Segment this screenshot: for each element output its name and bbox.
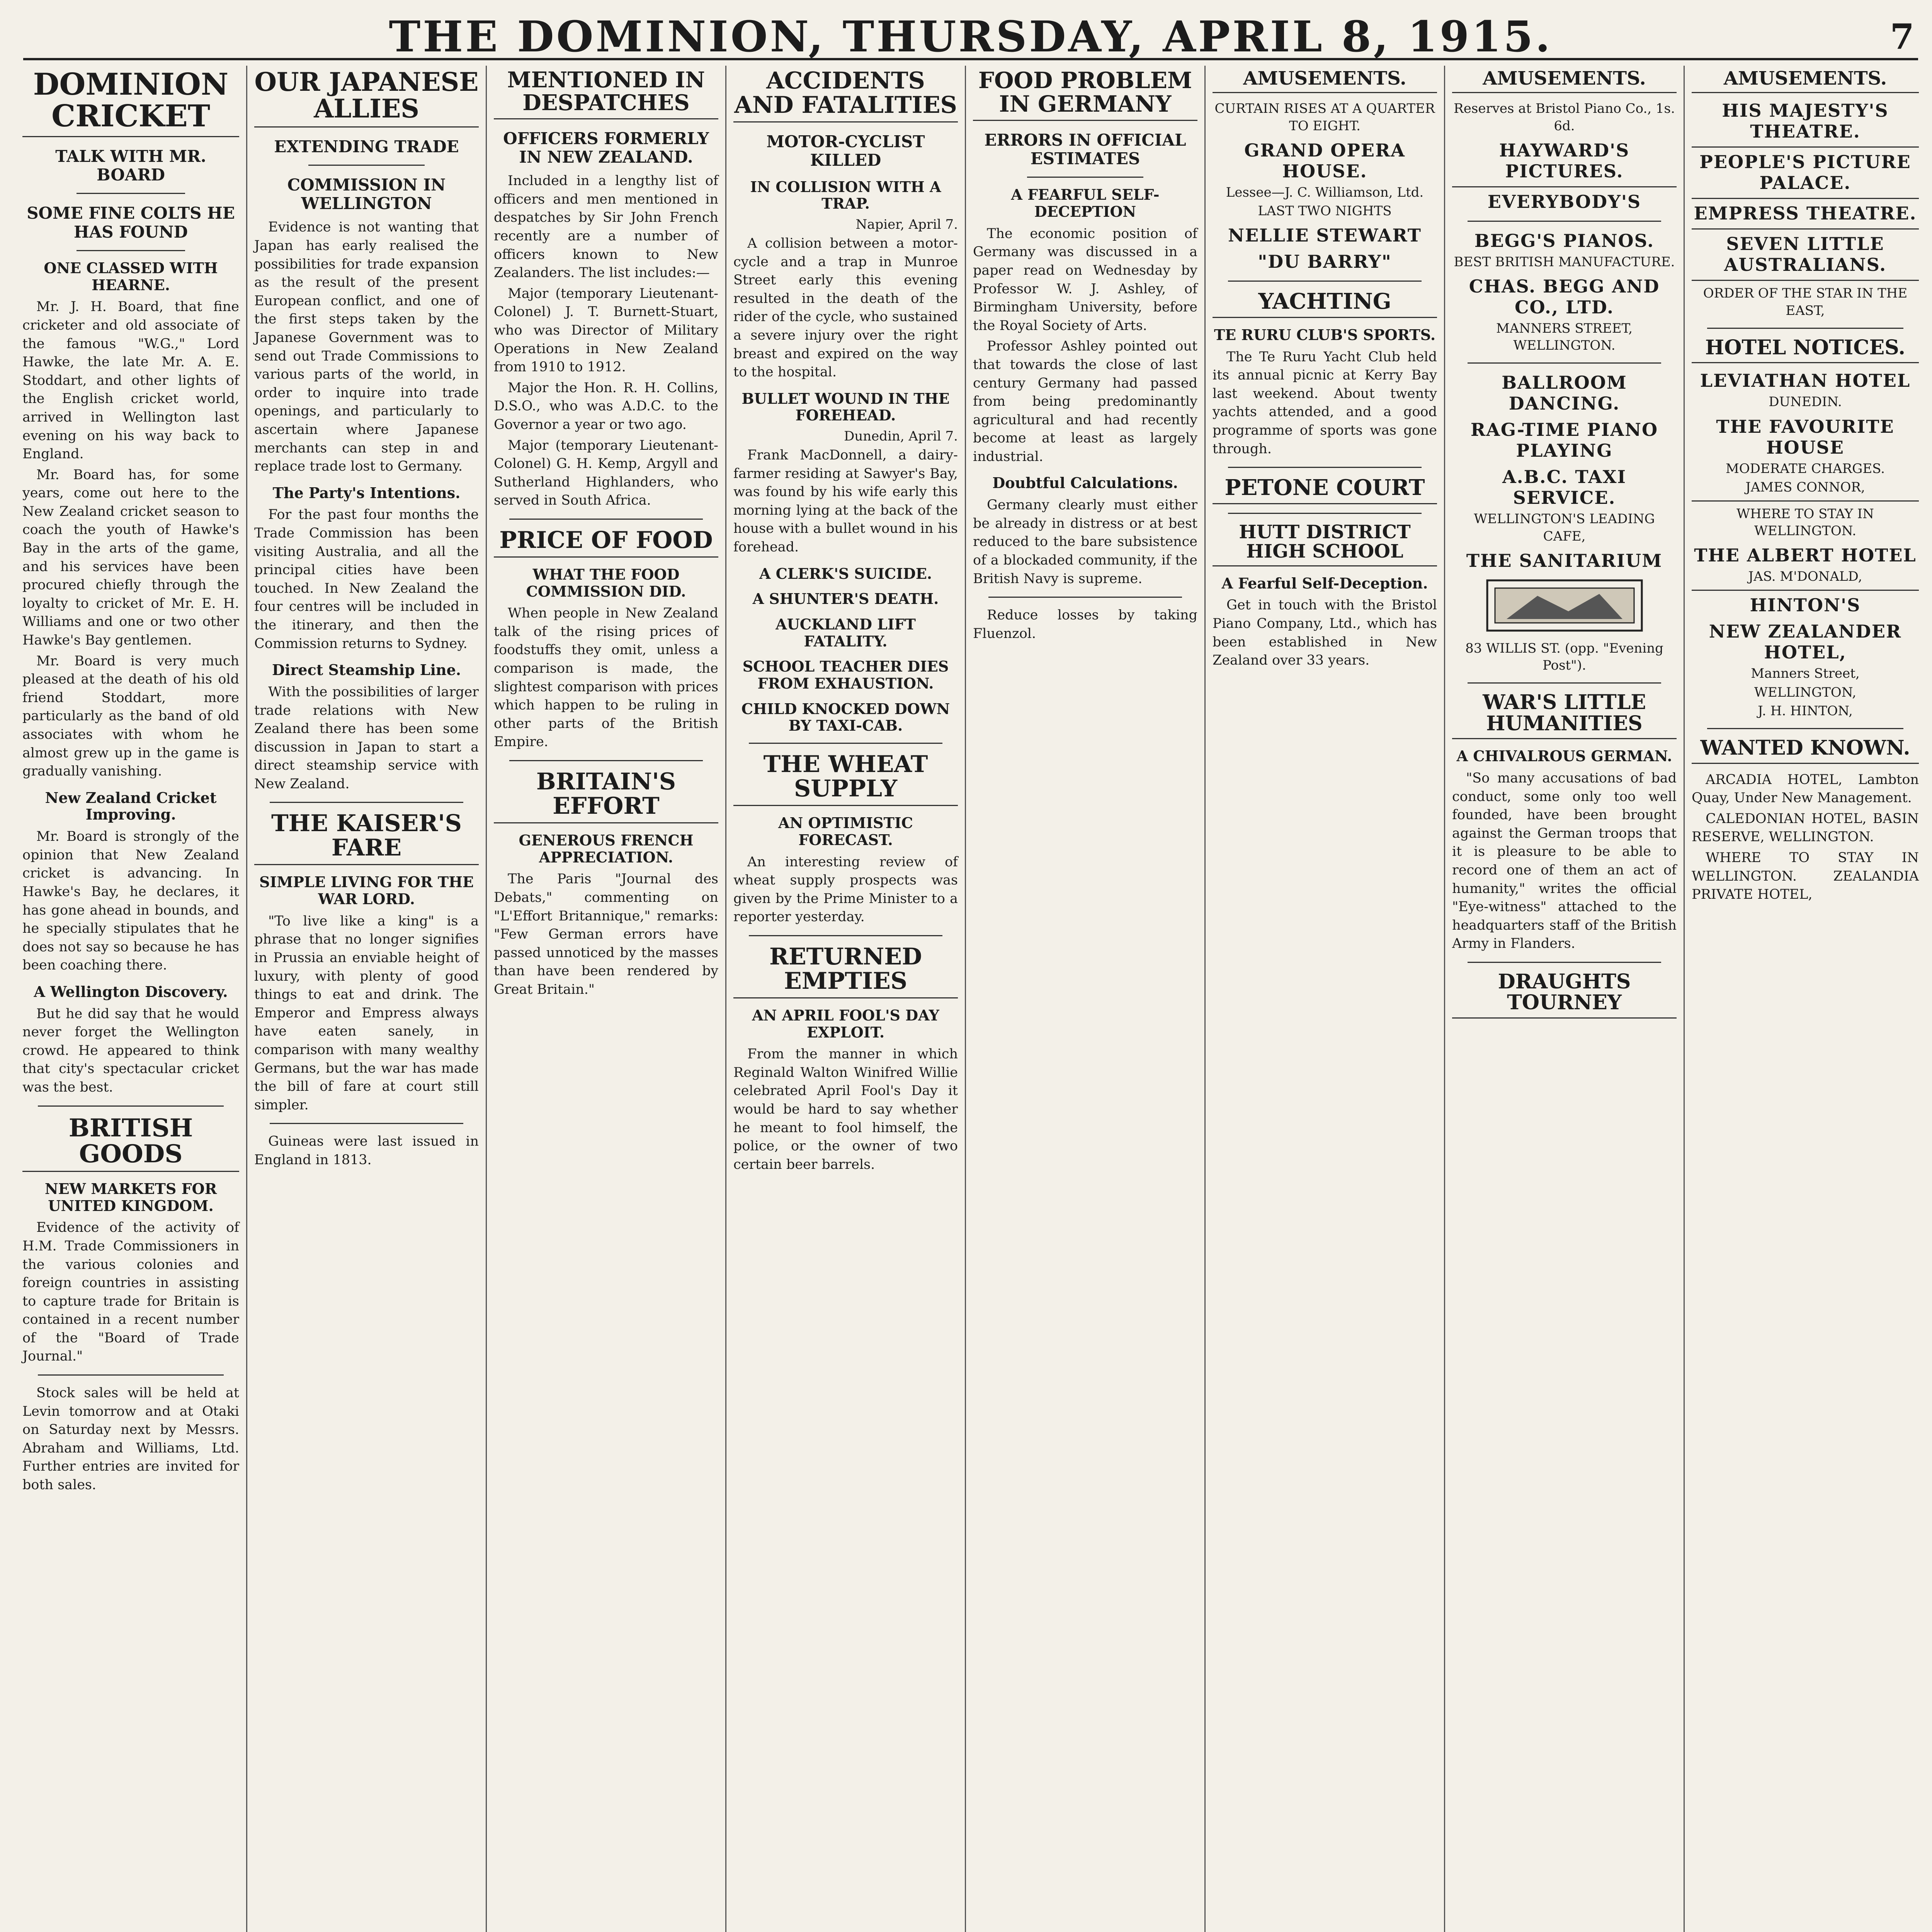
ad-heading: NELLIE STEWART: [1228, 225, 1422, 246]
ad-line: JAMES CONNOR,: [1745, 479, 1865, 495]
subhead: New Zealand Cricket Improving.: [45, 789, 217, 823]
subhead: The Party's Intentions.: [272, 484, 461, 502]
subhead: A CLERK'S SUICIDE.: [759, 565, 932, 582]
divider: [1468, 682, 1661, 684]
article-paragraph: An interesting review of wheat supply prospects was given by the Prime Minister to a reporter yesterday.: [733, 854, 958, 925]
article-paragraph: From the manner in which Reginald Walton Winifred Willie celebrated April Fool's Day it would be hard to say whether he meant to fool himself, the police, or the owner of two certain beer barrels.: [733, 1046, 958, 1172]
ad-line: 83 WILLIS ST. (opp. "Evening Post").: [1465, 640, 1663, 673]
divider: [77, 250, 185, 251]
ad-line: MANNERS STREET, WELLINGTON.: [1496, 320, 1633, 354]
divider: [1228, 513, 1422, 514]
subhead: NEW MARKETS FOR UNITED KINGDOM.: [44, 1180, 217, 1214]
ad-heading: THE ALBERT HOTEL: [1694, 545, 1917, 566]
article-paragraph: "So many accusations of bad conduct, some only too well founded, have been brought against the German troops that it is pleasure to be able to record one of them an act of humanity," writes the official "Eye-witness" attached to the headquarters staff of the British Army in Flanders.: [1452, 770, 1677, 952]
ad-line: J. H. HINTON,: [1758, 703, 1853, 719]
divider: [1468, 962, 1661, 963]
subhead: OFFICERS FORMERLY IN NEW ZEALAND.: [503, 129, 709, 167]
article-paragraph: Major (temporary Lieutenant-Colonel) G. H. Kemp, Argyll and Sutherland Highlanders, who served in South Africa.: [494, 437, 718, 509]
article-paragraph: The Paris "Journal des Debats," commenting on "L'Effort Britannique," remarks: "Few German errors have passed unnoticed by the masses than have been rendered by Great Britain.": [494, 871, 718, 997]
subhead: ERRORS IN OFFICIAL ESTIMATES: [984, 130, 1186, 168]
ad-heading: GRAND OPERA HOUSE.: [1244, 139, 1405, 182]
divider: [270, 1123, 463, 1124]
article-paragraph: Mr. Board is strongly of the opinion that New Zealand cricket is advancing. In Hawke's Bay, he declares, it has gone ahead in bounds, and he specially stipulates that he does not say so because he has been coaching there.: [22, 829, 239, 973]
ad-line: BEST BRITISH MANUFACTURE.: [1454, 254, 1675, 270]
divider: [749, 743, 942, 744]
divider: [1027, 177, 1143, 178]
divider: [509, 519, 703, 520]
ad-paragraph: ARCADIA HOTEL, Lambton Quay, Under New Management.: [1692, 772, 1919, 806]
ad-heading: THE FAVOURITE HOUSE: [1716, 416, 1895, 458]
headline-hotel-notices: HOTEL NOTICES.: [1692, 337, 1919, 364]
headline-japanese-allies: OUR JAPANESE ALLIES: [254, 69, 479, 128]
subhead: TALK WITH MR. BOARD: [55, 146, 206, 185]
subhead: Doubtful Calculations.: [992, 474, 1178, 492]
subhead: AN OPTIMISTIC FORECAST.: [778, 814, 913, 849]
ad-heading: BEGG'S PIANOS.: [1474, 230, 1655, 251]
headline-wanted-known: WANTED KNOWN.: [1692, 738, 1919, 764]
ad-heading: NEW ZEALANDER HOTEL,: [1709, 621, 1902, 663]
page-number: 7: [1890, 16, 1914, 57]
article-paragraph: The Te Ruru Yacht Club held its annual picnic at Kerry Bay last weekend. About twenty yachts attended, and a good programme of sports was gone through.: [1213, 349, 1437, 457]
headline-mentioned-in-despatches: MENTIONED IN DESPATCHES: [494, 69, 718, 119]
subhead: EXTENDING TRADE: [274, 137, 459, 156]
article-paragraph: Mr. Board is very much pleased at the death of his old friend Stoddart, more particularly as the band of old associates with whom he almost grew up in the game is gradually vanishing.: [22, 653, 239, 779]
article-paragraph: Major (temporary Lieutenant-Colonel) J. T. Burnett-Stuart, who was Director of Military Operations in New Zealand from 1910 to 1912.: [494, 286, 718, 375]
subhead: SCHOOL TEACHER DIES FROM EXHAUSTION.: [742, 658, 949, 692]
article-paragraph: Reduce losses by taking Fluenzol.: [973, 607, 1197, 641]
divider: [270, 802, 463, 803]
article-paragraph: "To live like a king" is a phrase that no longer signifies in Prussia an enviable height of luxury, with plenty of good things to eat and drink. The Emperor and Empress always have eaten sanely, in comparison with many wealthy Germans, but the war has made the bill of fare at court still simpler.: [254, 913, 479, 1113]
ad-heading: EMPRESS THEATRE.: [1692, 198, 1919, 224]
article-paragraph: With the possibilities of larger trade relations with New Zealand there has been some discussion in Japan to start a direct steamship service with New Zealand.: [254, 684, 479, 792]
headline-amusements: AMUSEMENTS.: [1692, 69, 1919, 93]
divider: [38, 1374, 224, 1376]
headline-accidents-and-fatalities: ACCIDENTS AND FATALITIES: [733, 69, 958, 122]
divider: [38, 1105, 224, 1107]
subhead: Direct Steamship Line.: [272, 661, 461, 679]
column-amusements-3: [1685, 66, 1926, 1932]
divider: [1707, 328, 1903, 329]
article-paragraph: Germany clearly must either be already in distress or at best reduced to the bare subsistence of a blockaded community, if the British Navy is supreme.: [973, 497, 1197, 587]
ad-line: DUNEDIN.: [1769, 394, 1842, 410]
ad-heading: RAG-TIME PIANO PLAYING: [1470, 419, 1658, 461]
headline-wars-little-humanities: WAR'S LITTLE HUMANITIES: [1452, 692, 1677, 739]
ad-line: MODERATE CHARGES.: [1725, 461, 1885, 476]
article-paragraph: Major the Hon. R. H. Collins, D.S.O., who was A.D.C. to the Governor a year or two ago.: [494, 380, 718, 432]
headline-british-goods: BRITISH GOODS: [22, 1115, 239, 1172]
column-amusements-1: [1206, 66, 1445, 1932]
newspaper-title: THE DOMINION, THURSDAY, APRIL 8, 1915.: [389, 12, 1553, 61]
column-accidents: [726, 66, 966, 1932]
subhead: TE RURU CLUB'S SPORTS.: [1214, 326, 1436, 344]
headline-amusements: AMUSEMENTS.: [1213, 69, 1437, 93]
column-japanese-allies: [247, 66, 487, 1932]
headline-hutt-district-high-school: HUTT DISTRICT HIGH SCHOOL: [1213, 522, 1437, 566]
article-paragraph: Frank MacDonnell, a dairy-farmer residing at Sawyer's Bay, was found by his wife early this morning lying at the back of the house with a bullet wound in his forehead.: [733, 447, 958, 555]
article-paragraph: Mr. J. H. Board, that fine cricketer and old associate of the famous "W.G.," Lord Hawke, the late Mr. A. E. Stoddart, and other lights of the English cricket world, arrived in Wellington last evening on his way back to England.: [22, 299, 239, 462]
ad-line: ORDER OF THE STAR IN THE EAST,: [1692, 280, 1919, 319]
divider: [1707, 728, 1903, 729]
ad-line: WHERE TO STAY IN WELLINGTON.: [1692, 500, 1919, 539]
subhead: IN COLLISION WITH A TRAP.: [750, 178, 941, 213]
headline-amusements: AMUSEMENTS.: [1452, 69, 1677, 93]
subhead: AN APRIL FOOL'S DAY EXPLOIT.: [752, 1006, 939, 1041]
article-paragraph: Mr. Board has, for some years, come out here to the New Zealand cricket season to coach the youth of Hawke's Bay in the arts of the game, and his services have been procured chiefly through the loyalty to cricket of Mr. E. H. Williams and one or two other Hawke's Bay gentlemen.: [22, 467, 239, 648]
headline-kaisers-fare: THE KAISER'S FARE: [254, 811, 479, 865]
ad-heading: EVERYBODY'S: [1452, 186, 1677, 212]
divider: [308, 165, 425, 166]
ad-heading: BALLROOM DANCING.: [1502, 372, 1627, 414]
ad-line: Reserves at Bristol Piano Co., 1s. 6d.: [1454, 101, 1675, 134]
column-amusements-2: [1445, 66, 1685, 1932]
subhead: A SHUNTER'S DEATH.: [752, 590, 939, 608]
ad-paragraph: WHERE TO STAY IN WELLINGTON. ZEALANDIA PRIVATE HOTEL,: [1692, 850, 1919, 903]
ad-line: WELLINGTON,: [1754, 684, 1857, 700]
ad-line: Lessee—J. C. Williamson, Ltd.: [1226, 184, 1424, 200]
subhead: GENEROUS FRENCH APPRECIATION.: [519, 832, 694, 866]
dateline: Napier, April 7.: [855, 216, 958, 232]
ad-line: Manners Street,: [1751, 666, 1860, 682]
ad-heading: HAYWARD'S PICTURES.: [1499, 139, 1630, 182]
article-paragraph: The economic position of Germany was discussed in a paper read on Wednesday by Professor W. J. Ashley, of Birmingham University, before the Royal Society of Arts.: [973, 226, 1197, 333]
subhead: A CHIVALROUS GERMAN.: [1456, 747, 1672, 765]
subhead: ONE CLASSED WITH HEARNE.: [44, 259, 218, 294]
subhead: A Wellington Discovery.: [34, 983, 228, 1000]
divider: [749, 935, 942, 936]
headline-draughts-tourney: DRAUGHTS TOURNEY: [1452, 971, 1677, 1019]
headline-price-of-food: PRICE OF FOOD: [494, 528, 718, 558]
column-dominion-cricket: [15, 66, 247, 1932]
article-paragraph: When people in New Zealand talk of the rising prices of foodstuffs they omit, unless a comparison is made, the slightest comparison with prices which happen to be ruling in other parts of the British Empire.: [494, 605, 718, 750]
subhead: SOME FINE COLTS HE HAS FOUND: [27, 204, 235, 242]
ad-heading: HIS MAJESTY'S THEATRE.: [1722, 100, 1889, 142]
ad-line: LAST TWO NIGHTS: [1258, 203, 1392, 219]
subhead: A FEARFUL SELF-DECEPTION: [1011, 186, 1160, 221]
ad-line: WELLINGTON'S LEADING CAFE,: [1474, 511, 1655, 544]
article-paragraph: Included in a lengthy list of officers and men mentioned in despatches by Sir John French recently are a number of officers known to New Zealanders. The list includes:—: [494, 173, 718, 281]
headline-returned-empties: RETURNED EMPTIES: [733, 945, 958, 998]
ad-heading: A.B.C. TAXI SERVICE.: [1502, 466, 1627, 509]
divider: [509, 760, 703, 761]
article-paragraph: Professor Ashley pointed out that towards the close of last century Germany had passed from being predominantly agricultural and had recently become at least as largely industrial.: [973, 338, 1197, 464]
divider: [1228, 281, 1422, 282]
headline-yachting: YACHTING: [1213, 290, 1437, 318]
headline-wheat-supply: THE WHEAT SUPPLY: [733, 752, 958, 806]
ad-heading: PEOPLE'S PICTURE PALACE.: [1692, 146, 1919, 193]
ad-line: JAS. M'DONALD,: [1748, 569, 1862, 585]
column-despatches: [487, 66, 726, 1932]
divider: [1228, 467, 1422, 468]
sanitarium-logo: [1483, 577, 1646, 634]
headline-britains-effort: BRITAIN'S EFFORT: [494, 770, 718, 823]
article-paragraph: But he did say that he would never forget the Wellington crowd. He appeared to think that city's spectacular cricket was the best.: [22, 1006, 239, 1095]
subhead: SIMPLE LIVING FOR THE WAR LORD.: [259, 873, 474, 908]
ad-heading: LEVIATHAN HOTEL: [1700, 370, 1911, 391]
article-paragraph: For the past four months the Trade Commission has been visiting Australia, and all the principal cities have been touched. In New Zealand the four centres will be included in the itinerary, and then the Commission returns to Sydney.: [254, 507, 479, 651]
headline-petone-court: PETONE COURT: [1213, 476, 1437, 504]
subhead: MOTOR-CYCLIST KILLED: [766, 132, 925, 170]
subhead: CHILD KNOCKED DOWN BY TAXI-CAB.: [741, 700, 950, 735]
ad-heading: CHAS. BEGG AND CO., LTD.: [1469, 276, 1660, 318]
subhead: AUCKLAND LIFT FATALITY.: [776, 616, 916, 650]
subhead: COMMISSION IN WELLINGTON: [287, 175, 446, 213]
dateline: Dunedin, April 7.: [844, 429, 958, 444]
article-paragraph: Evidence of the activity of H.M. Trade Commissioners in the various colonies and foreign countries in assisting to capture trade for Britain is contained in a recent number of the "Board of Trade Journal.": [22, 1220, 239, 1364]
ad-heading: THE SANITARIUM: [1466, 550, 1663, 571]
article-paragraph: Guineas were last issued in England in 1813.: [254, 1134, 479, 1168]
divider: [1468, 221, 1661, 222]
subhead: WHAT THE FOOD COMMISSION DID.: [526, 565, 686, 600]
article-paragraph: A collision between a motor-cycle and a trap in Munroe Street early this evening resulted in the death of the rider of the cycle, who sustained a severe injury over the right breast and expired on the way to the hospital.: [733, 235, 958, 380]
headline-dominion-cricket: DOMINION CRICKET: [22, 69, 239, 137]
divider: [1468, 362, 1661, 364]
article-paragraph: Stock sales will be held at Levin tomorrow and at Otaki on Saturday next by Messrs. Abraham and Williams, Ltd. Further entries are invited for both sales.: [22, 1385, 239, 1493]
column-food-problem: [966, 66, 1206, 1932]
ad-line: CURTAIN RISES AT A QUARTER TO EIGHT.: [1214, 101, 1435, 134]
subhead: BULLET WOUND IN THE FOREHEAD.: [742, 389, 950, 424]
columns: [15, 66, 1926, 1932]
article-paragraph: Evidence is not wanting that Japan has early realised the possibilities for trade expansion as the result of the present European conflict, and one of the first steps taken by the Japanese Government was to send out Trade Commissions to various parts of the world, in order to inquire into trade openings, and particularly to ascertain where Japanese merchants can step in and replace trade lost to Germany.: [254, 219, 479, 474]
headline-food-problem-in-germany: FOOD PROBLEM IN GERMANY: [973, 69, 1197, 121]
divider: [77, 193, 185, 194]
ad-heading: HINTON'S: [1692, 590, 1919, 616]
ad-heading: "DU BARRY": [1258, 251, 1392, 272]
masthead: [23, 8, 1918, 60]
divider: [988, 597, 1182, 598]
article-paragraph: Get in touch with the Bristol Piano Company, Ltd., which has been established in New Zealand over 33 years.: [1213, 597, 1437, 668]
ad-heading: SEVEN LITTLE AUSTRALIANS.: [1692, 228, 1919, 275]
subhead: A Fearful Self-Deception.: [1221, 574, 1428, 592]
ad-paragraph: CALEDONIAN HOTEL, BASIN RESERVE, WELLINGTON.: [1692, 811, 1919, 845]
